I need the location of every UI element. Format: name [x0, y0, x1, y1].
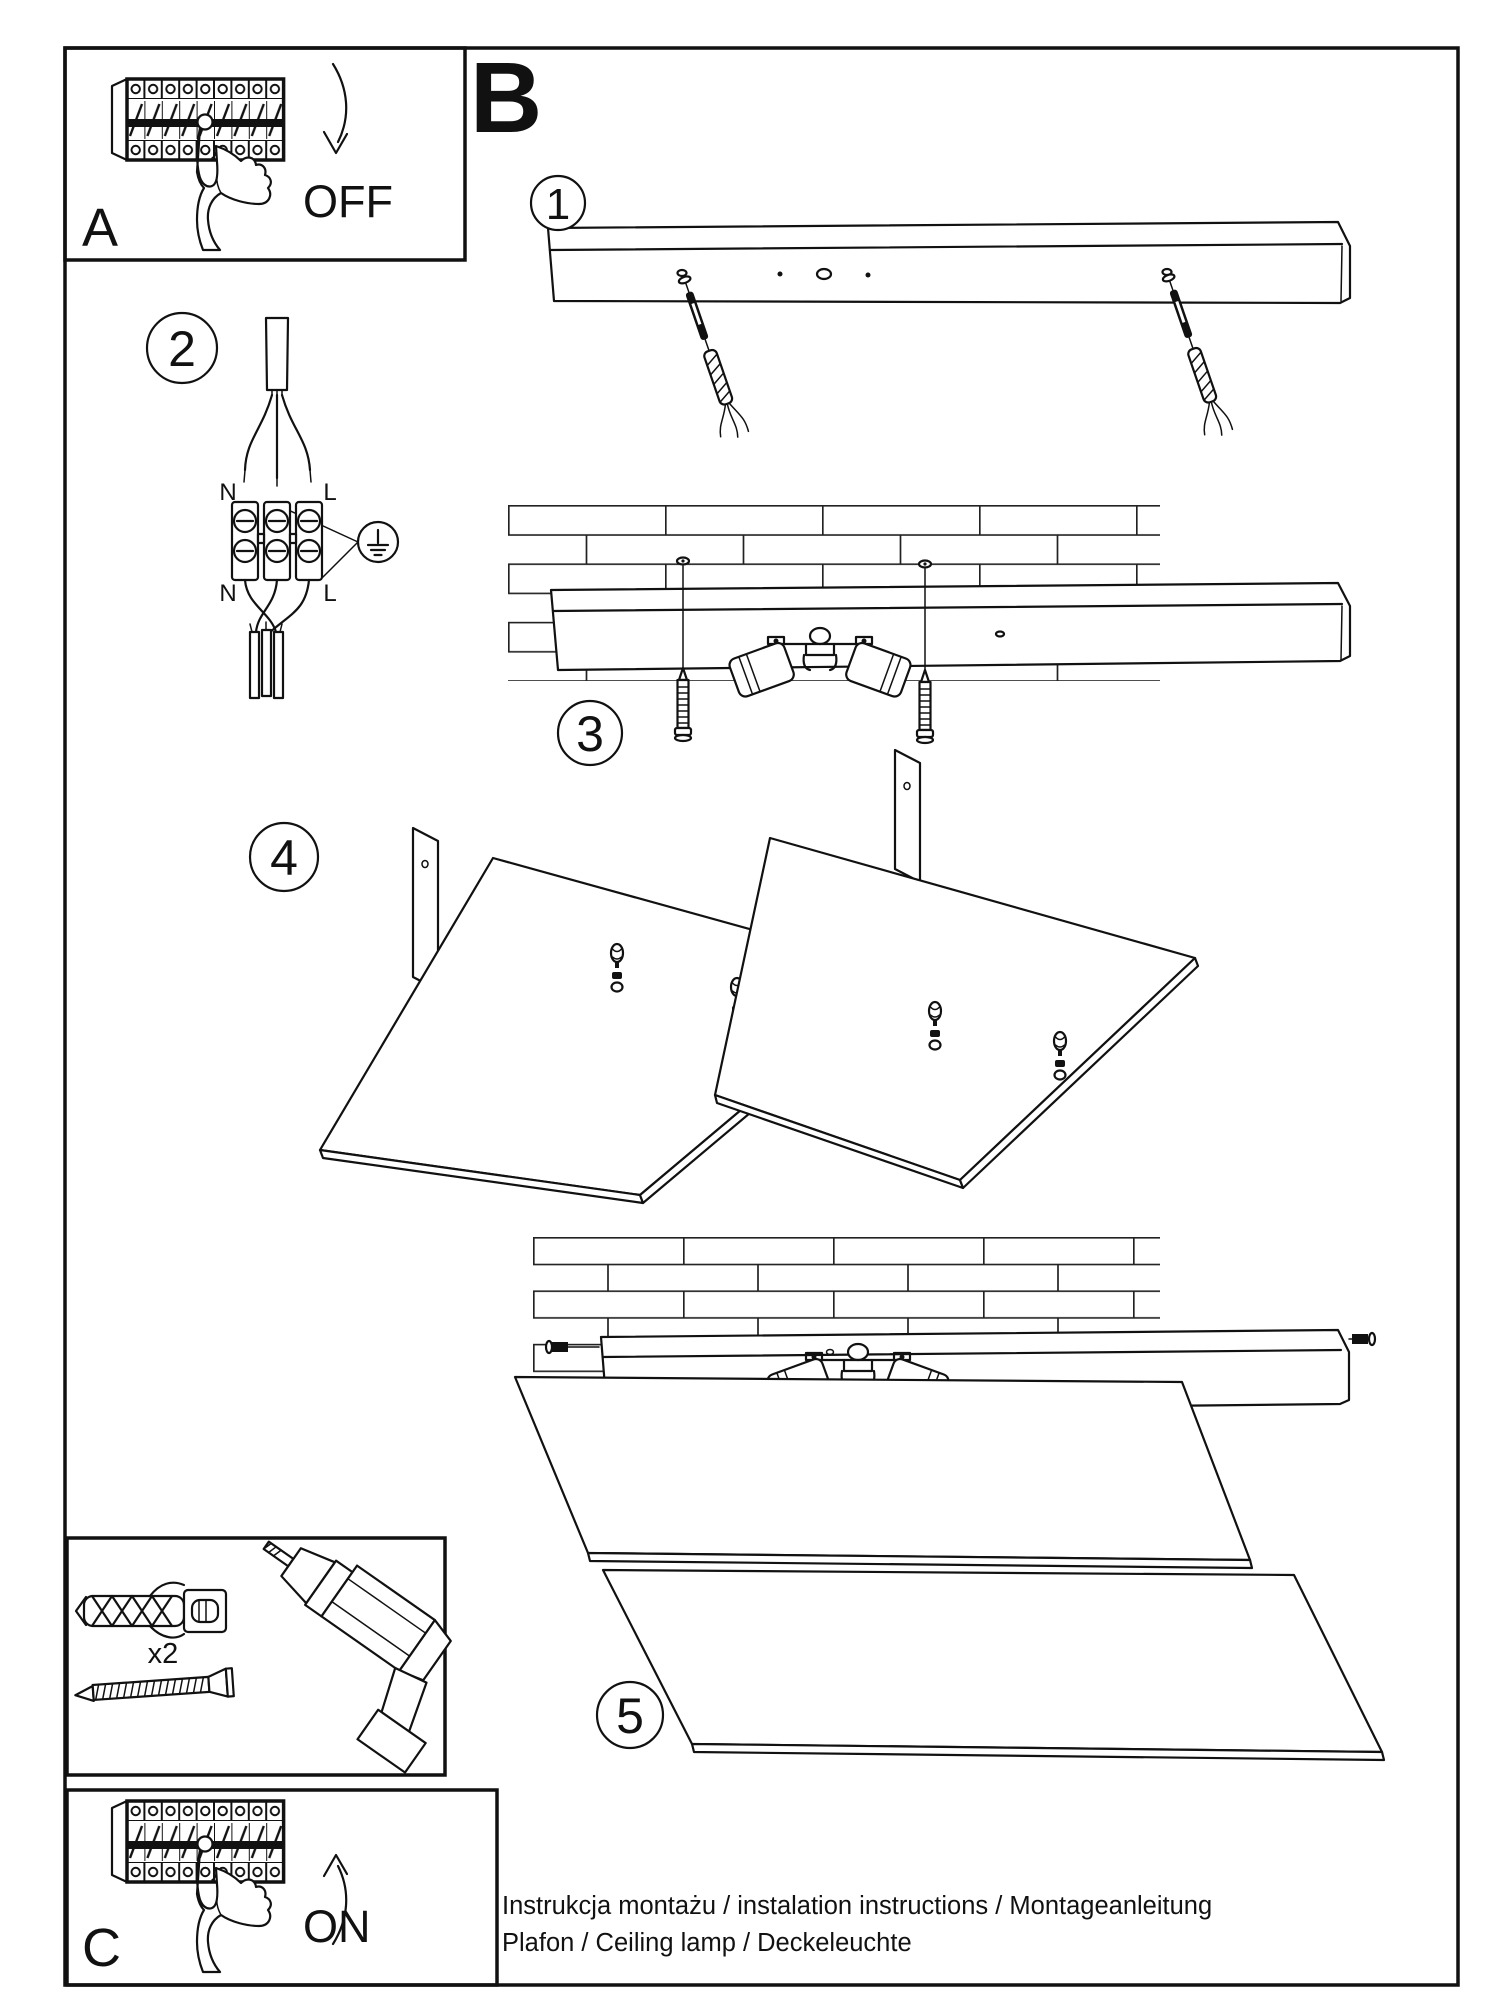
- on-label: ON: [303, 1901, 371, 1952]
- step-4-number: 4: [270, 830, 298, 886]
- footer: [502, 1892, 1212, 1957]
- section-a: [82, 64, 393, 258]
- footer-title-line: Instrukcja montażu / instalation instructions / Montageanleitung: [502, 1892, 1213, 1920]
- earth-symbol-icon: [358, 522, 398, 562]
- circuit-breaker-icon: [112, 1801, 284, 1972]
- step-2-wiring-diagram: [147, 313, 398, 698]
- glass-panel-lower: [603, 1570, 1382, 1752]
- line-label-bottom: L: [323, 580, 337, 607]
- step-5-assembly-diagram: [515, 1237, 1384, 1760]
- step-1-number: 1: [545, 180, 571, 229]
- dowel-quantity-label: x2: [147, 1638, 179, 1670]
- tools-required: [74, 1516, 486, 1772]
- ceiling-bar-icon: [548, 222, 1350, 303]
- section-c: [82, 1801, 371, 1978]
- step-1-bar-diagram: [531, 176, 1350, 442]
- footer-product-line: Plafon / Ceiling lamp / Deckeleuchte: [502, 1929, 912, 1957]
- step-2-number: 2: [168, 321, 196, 377]
- corner-bracket-icon: [895, 750, 920, 882]
- output-wires-icon: [245, 580, 309, 698]
- mounted-bar-icon: [551, 583, 1350, 670]
- step-4-glass-panels: [250, 750, 1198, 1203]
- circuit-breaker-icon: [112, 79, 284, 250]
- step-3-number: 3: [576, 706, 604, 762]
- mounting-screw-icon: [675, 668, 691, 741]
- side-screw-icon: [1349, 1333, 1375, 1345]
- off-label: OFF: [303, 176, 393, 227]
- screw-icon: [74, 1668, 234, 1707]
- wall-plug-icon: [76, 1583, 226, 1638]
- terminal-block-icon: [232, 502, 358, 580]
- line-label-top: L: [323, 479, 337, 506]
- neutral-label-bottom: N: [219, 580, 237, 607]
- arrow-down-icon: [324, 64, 347, 153]
- glass-panel-upper: [515, 1377, 1250, 1560]
- neutral-label-top: N: [219, 479, 237, 506]
- glass-panel-right: [715, 838, 1195, 1180]
- mounting-screw-icon: [917, 670, 933, 743]
- section-a-label: A: [82, 198, 119, 258]
- section-b-label: B: [470, 42, 543, 154]
- step-3-mounting-diagram: [508, 505, 1350, 765]
- power-cable-icon: [244, 318, 311, 486]
- section-c-label: C: [82, 1918, 121, 1978]
- step-5-number: 5: [616, 1688, 644, 1744]
